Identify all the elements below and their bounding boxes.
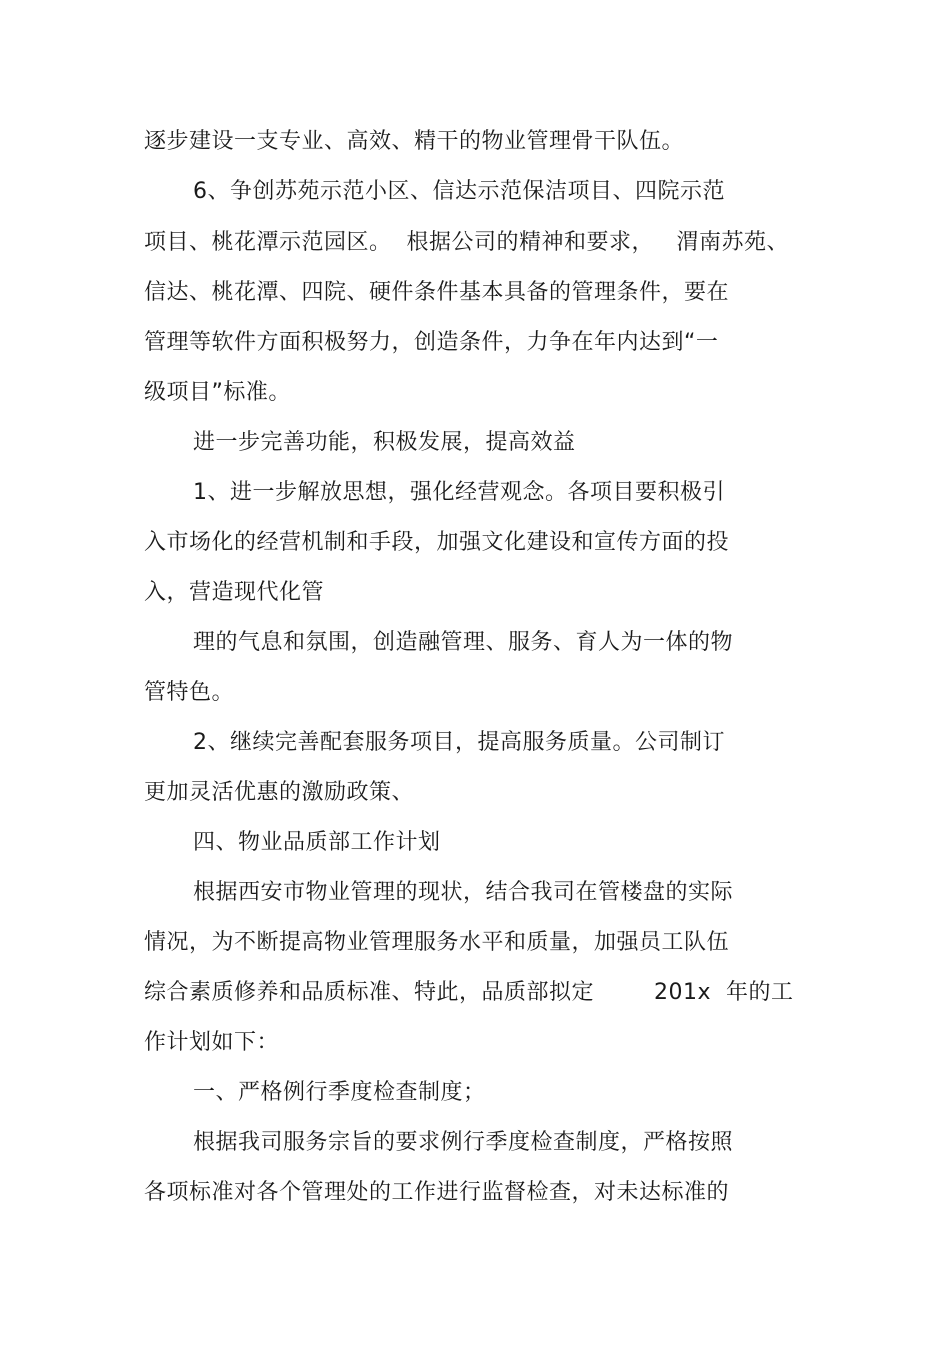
- text-line-1: 逐步建设一支专业、高效、精干的物业管理骨干队伍。: [144, 129, 685, 154]
- text-line-21: 根据我司服务宗旨的要求例行季度检查制度，严格按照: [193, 1130, 734, 1155]
- text-line-22: 各项标准对各个管理处的工作进行监督检查，对未达标准的: [144, 1180, 730, 1205]
- text-line-16: 根据西安市物业管理的现状，结合我司在管楼盘的实际: [193, 880, 734, 905]
- text-line-19: 作计划如下：: [144, 1030, 280, 1055]
- text-line-11: 理的气息和氛围，创造融管理、服务、育人为一体的物: [193, 630, 734, 655]
- text-line-8: 1、进一步解放思想，强化经营观念。各项目要积极引: [193, 480, 725, 505]
- text-line-9: 入市场化的经营机制和手段，加强文化建设和宣传方面的投: [144, 530, 730, 555]
- text-line-18: 综合素质修养和品质标准、特此，品质部拟定 201x 年的工: [144, 980, 794, 1005]
- text-line-3: 项目、桃花潭示范园区。 根据公司的精神和要求， 渭南苏苑、: [144, 230, 789, 255]
- text-line-17: 情况，为不断提高物业管理服务水平和质量，加强员工队伍: [144, 930, 730, 955]
- text-line-14: 更加灵活优惠的激励政策、: [144, 780, 415, 805]
- section-heading-quality: 四、物业品质部工作计划: [193, 830, 441, 855]
- text-line-4: 信达、桃花潭、四院、硬件条件基本具备的管理条件，要在: [144, 280, 730, 305]
- text-line-6: 级项目”标准。: [144, 380, 291, 405]
- text-line-5: 管理等软件方面积极努力，创造条件，力争在年内达到“一: [144, 330, 719, 355]
- text-line-10: 入，营造现代化管: [144, 580, 325, 605]
- text-line-2: 6、争创苏苑示范小区、信达示范保洁项目、四院示范: [193, 179, 725, 204]
- text-line-12: 管特色。: [144, 680, 235, 705]
- subsection-heading: 一、严格例行季度检查制度；: [193, 1080, 486, 1105]
- section-heading: 进一步完善功能，积极发展，提高效益: [193, 430, 576, 455]
- text-line-13: 2、继续完善配套服务项目，提高服务质量。公司制订: [193, 730, 725, 755]
